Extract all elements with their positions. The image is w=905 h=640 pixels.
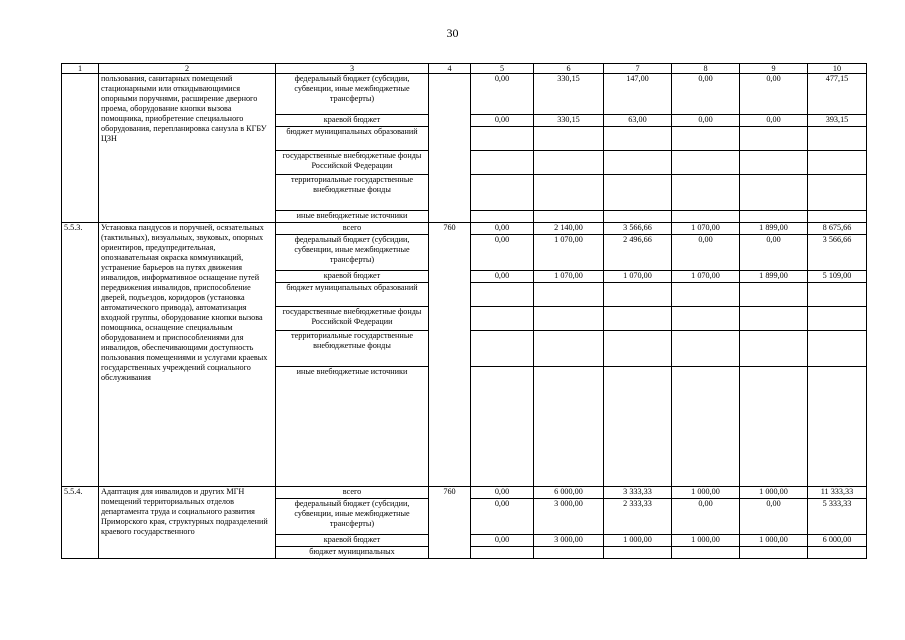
funding-source: государственные внебюджетные фонды Российской Федерации <box>276 307 429 331</box>
header-col-7: 7 <box>604 64 672 74</box>
value-cell: 0,00 <box>471 499 534 535</box>
table-row <box>62 487 867 499</box>
header-col-6: 6 <box>534 64 604 74</box>
funding-source: федеральный бюджет (субсидии, субвенции, иные межбюджетные трансферты) <box>276 499 429 535</box>
value-cell: 0,00 <box>740 115 808 127</box>
value-cell: 0,00 <box>740 235 808 271</box>
value-cell: 0,00 <box>471 115 534 127</box>
table-row <box>62 223 867 235</box>
funding-source: бюджет муниципальных <box>276 547 429 559</box>
item-code: 760 <box>429 223 471 487</box>
value-cell: 330,15 <box>534 74 604 115</box>
funding-source: краевой бюджет <box>276 115 429 127</box>
value-cell: 0,00 <box>672 235 740 271</box>
value-cell: 0,00 <box>672 499 740 535</box>
value-cell: 330,15 <box>534 115 604 127</box>
funding-source: государственные внебюджетные фонды Российской Федерации <box>276 151 429 175</box>
funding-source: федеральный бюджет (субсидии, субвенции, иные межбюджетные трансферты) <box>276 74 429 115</box>
value-cell: 1 899,00 <box>740 223 808 235</box>
value-cell: 1 000,00 <box>672 535 740 547</box>
item-code: 760 <box>429 487 471 559</box>
value-cell: 63,00 <box>604 115 672 127</box>
funding-source: территориальные государственные внебюджетные фонды <box>276 331 429 367</box>
funding-source: федеральный бюджет (субсидии, субвенции, иные межбюджетные трансферты) <box>276 235 429 271</box>
header-col-2: 2 <box>99 64 276 74</box>
budget-table <box>61 63 867 559</box>
value-cell: 3 333,33 <box>604 487 672 499</box>
funding-source: иные внебюджетные источники <box>276 211 429 223</box>
value-cell: 3 000,00 <box>534 499 604 535</box>
header-col-9: 9 <box>740 64 808 74</box>
value-cell: 0,00 <box>471 535 534 547</box>
value-cell: 1 070,00 <box>672 271 740 283</box>
item-code <box>429 74 471 223</box>
value-cell: 3 000,00 <box>534 535 604 547</box>
value-cell: 2 333,33 <box>604 499 672 535</box>
value-cell: 5 109,00 <box>808 271 867 283</box>
value-cell: 1 000,00 <box>740 487 808 499</box>
value-cell: 0,00 <box>672 74 740 115</box>
value-cell: 0,00 <box>471 74 534 115</box>
value-cell: 5 333,33 <box>808 499 867 535</box>
header-row <box>62 64 867 74</box>
value-cell: 0,00 <box>471 223 534 235</box>
value-cell: 11 333,33 <box>808 487 867 499</box>
funding-source: бюджет муниципальных образований <box>276 127 429 151</box>
value-cell: 2 140,00 <box>534 223 604 235</box>
page-number: 30 <box>446 26 459 40</box>
value-cell: 0,00 <box>471 271 534 283</box>
value-cell: 2 496,66 <box>604 235 672 271</box>
value-cell: 1 000,00 <box>740 535 808 547</box>
funding-source: всего <box>276 223 429 235</box>
value-cell: 0,00 <box>471 487 534 499</box>
table-row <box>62 74 867 115</box>
header-col-4: 4 <box>429 64 471 74</box>
item-description: Установка пандусов и поручней, осязательных (тактильных), визуальных, звуковых, опорных ориентиров, предупредительная, опознавательная окраска коммуникаций, устранение барьеров на путях движения инвалидов, информативное оснащение путей передвижения инвалидов, приспособление дверей, подъездов, коридоров (установка автоматического привода), автоматизация входной группы, оборудование кнопки вызова помощника, оснащение специальным оборудованием и приспособлениями для инвалидов, обеспечивающими доступность пользования помещениями и услугами краевых государственных учреждений социального обслуживания <box>99 223 276 487</box>
item-description: Адаптация для инвалидов и других МГН помещений территориальных отделов департамента труда и социального развития Приморского края, структурных подразделений краевого государственного <box>99 487 276 559</box>
value-cell: 393,15 <box>808 115 867 127</box>
value-cell: 8 675,66 <box>808 223 867 235</box>
value-cell: 0,00 <box>740 499 808 535</box>
funding-source: всего <box>276 487 429 499</box>
value-cell: 1 070,00 <box>604 271 672 283</box>
header-col-3: 3 <box>276 64 429 74</box>
value-cell: 1 899,00 <box>740 271 808 283</box>
value-cell: 1 070,00 <box>534 271 604 283</box>
value-cell: 0,00 <box>740 74 808 115</box>
value-cell: 0,00 <box>471 235 534 271</box>
value-cell: 3 566,66 <box>808 235 867 271</box>
item-description: пользования, санитарных помещений стационарными или откидывающимися опорными поручнями, расширение дверного проема, оборудование кнопки вызова помощника, приобретение специального оборудования, перепланировка санузла в КГБУ ЦЗН <box>99 74 276 223</box>
funding-source: иные внебюджетные источники <box>276 367 429 487</box>
value-cell: 1 000,00 <box>604 535 672 547</box>
value-cell: 6 000,00 <box>808 535 867 547</box>
funding-source: краевой бюджет <box>276 535 429 547</box>
item-number <box>62 74 99 223</box>
item-number: 5.5.3. <box>62 223 99 487</box>
funding-source: краевой бюджет <box>276 271 429 283</box>
value-cell: 1 070,00 <box>534 235 604 271</box>
value-cell: 0,00 <box>672 115 740 127</box>
funding-source: территориальные государственные внебюджетные фонды <box>276 175 429 211</box>
header-col-10: 10 <box>808 64 867 74</box>
item-number: 5.5.4. <box>62 487 99 559</box>
header-col-5: 5 <box>471 64 534 74</box>
header-col-1: 1 <box>62 64 99 74</box>
value-cell: 3 566,66 <box>604 223 672 235</box>
value-cell: 1 000,00 <box>672 487 740 499</box>
funding-source: бюджет муниципальных образований <box>276 283 429 307</box>
value-cell: 477,15 <box>808 74 867 115</box>
value-cell: 147,00 <box>604 74 672 115</box>
value-cell: 6 000,00 <box>534 487 604 499</box>
header-col-8: 8 <box>672 64 740 74</box>
value-cell: 1 070,00 <box>672 223 740 235</box>
